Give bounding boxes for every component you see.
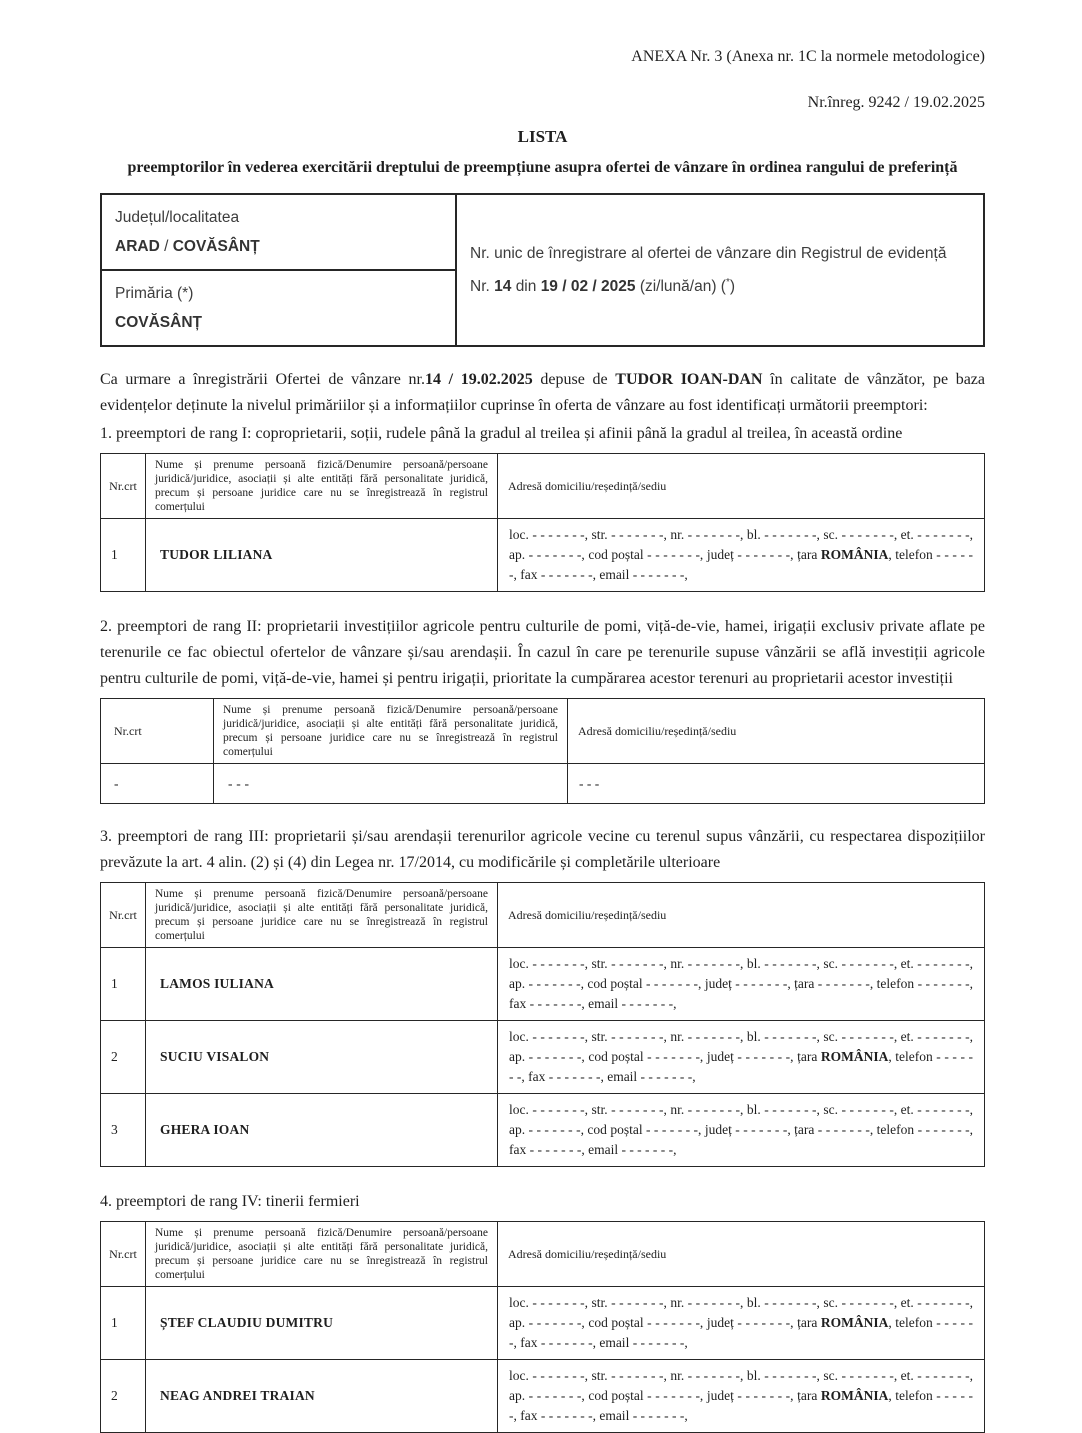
name-cell: NEAG ANDREI TRAIAN xyxy=(146,1360,498,1433)
address-cell: loc. - - - - - - -, str. - - - - - - -, nr. - - - - - - -, bl. - - - - - - -, sc. - - - - - - -, et. - - - - - - -, ap. - - - - - - -, cod poștal - - - - - - -, județ - - - - - - -, țara ROMÂNIA, telefon - - - - - -, fax - - - - - - -, email - - - - - - -, xyxy=(498,519,985,592)
section-heading-rang1: 1. preemptori de rang I: coproprietarii, soții, rudele până la gradul al treilea și afinii până la gradul al treilea, în această ordine xyxy=(100,425,903,442)
row-number-cell: 1 xyxy=(101,519,146,592)
name-cell: GHERA IOAN xyxy=(146,1094,498,1167)
table-row xyxy=(101,1094,985,1167)
offer-registration-cell xyxy=(456,194,984,346)
name-cell: ȘTEF CLAUDIU DUMITRU xyxy=(146,1287,498,1360)
address-cell: loc. - - - - - - -, str. - - - - - - -, nr. - - - - - - -, bl. - - - - - - -, sc. - - - - - - -, et. - - - - - - -, ap. - - - - - - -, cod poștal - - - - - - -, județ - - - - - - -, țara ROMÂNIA, telefon - - - - - - -, fax - - - - - - -, email - - - - - - -, xyxy=(498,1021,985,1094)
section-heading-rang4: 4. preemptori de rang IV: tinerii fermieri xyxy=(100,1193,360,1210)
name-cell: SUCIU VISALON xyxy=(146,1021,498,1094)
table-header-row xyxy=(101,699,985,764)
county-label: Județul/localitatea xyxy=(115,209,240,226)
offer-reg-caption: Nr. unic de înregistrare al ofertei de vânzare din Registrul de evidență xyxy=(470,245,947,262)
col-address-header: Adresă domiciliu/reședință/sediu xyxy=(498,454,985,519)
country-value: ROMÂNIA xyxy=(820,1315,889,1330)
address-cell: loc. - - - - - - -, str. - - - - - - -, nr. - - - - - - -, bl. - - - - - - -, sc. - - - - - - -, et. - - - - - - -, ap. - - - - - - -, cod poștal - - - - - - -, județ - - - - - - -, țara ROMÂNIA, telefon - - - - - -, fax - - - - - - -, email - - - - - - -, xyxy=(498,1287,985,1360)
col-name-header: Nume și prenume persoană fizică/Denumire persoană/persoane juridică/juridice, asociații și alte entități fără personalitate juridică, precum și persoane juridice care nu se înregistrează în registrul comerțului xyxy=(146,1222,498,1287)
offer-number-bold: 14 / 19.02.2025 xyxy=(425,371,533,388)
country-value: ROMÂNIA xyxy=(820,1388,889,1403)
document-subtitle: preemptorilor în vederea exercitării dreptului de preempțiune asupra ofertei de vânzare în ordinea rangului de preferință xyxy=(127,159,958,176)
country-value: ROMÂNIA xyxy=(820,547,889,562)
col-address-header: Adresă domiciliu/reședință/sediu xyxy=(498,1222,985,1287)
address-cell: loc. - - - - - - -, str. - - - - - - -, nr. - - - - - - -, bl. - - - - - - -, sc. - - - - - - -, et. - - - - - - -, ap. - - - - - - -, cod poștal - - - - - - -, județ - - - - - - -, țara - - - - - - -, telefon - - - - - - -, fax - - - - - - -, email - - - - - - -, xyxy=(498,948,985,1021)
county-cell xyxy=(101,194,456,270)
footnote-star: * xyxy=(725,276,730,288)
row-number-cell: 2 xyxy=(101,1021,146,1094)
table-header-row xyxy=(101,1222,985,1287)
primaria-label: Primăria (*) xyxy=(115,285,194,302)
intro-paragraph: Ca urmare a înregistrării Ofertei de vânzare nr.14 / 19.02.2025 depuse de TUDOR IOAN-DAN în calitate de vânzător, pe baza evidențelor deținute la nivelul primăriilor și a informațiilor cuprinse în oferta de vânzare au fost identificați următorii preemptori: xyxy=(100,371,985,414)
table-row xyxy=(101,948,985,1021)
country-value: - - - - - - - xyxy=(817,976,870,991)
row-number-cell: 2 xyxy=(101,1360,146,1433)
anexa-note: ANEXA Nr. 3 (Anexa nr. 1C la normele metodologice) xyxy=(631,48,985,65)
row-number-cell: 3 xyxy=(101,1094,146,1167)
preemptor-table-rang2 xyxy=(100,698,985,804)
name-cell: LAMOS IULIANA xyxy=(146,948,498,1021)
preemptor-table-rang1 xyxy=(100,453,985,592)
county-value: ARAD / COVĂSÂNȚ xyxy=(115,238,260,255)
address-cell: loc. - - - - - - -, str. - - - - - - -, nr. - - - - - - -, bl. - - - - - - -, sc. - - - - - - -, et. - - - - - - -, ap. - - - - - - -, cod poștal - - - - - - -, județ - - - - - - -, țara - - - - - - -, telefon - - - - - - -, fax - - - - - - -, email - - - - - - -, xyxy=(498,1094,985,1167)
section-heading-rang2: 2. preemptori de rang II: proprietarii investițiilor agricole pentru culturile de pomi, viță-de-vie, hamei, irigații exclusiv private aflate pe terenurile ce fac obiectul ofertelor de vânzare și/sau arendașii. În cazul în care pe terenurile supuse vânzării se află investiții agricole pentru culturile de pomi, viță-de-vie, hamei și pentru irigații, prioritate la cumpărarea acestor terenuri au proprietarii acestor investiții xyxy=(100,618,985,687)
row-number-cell: - xyxy=(101,764,214,804)
col-nr-header: Nr.crt xyxy=(101,1222,146,1287)
registration-number: Nr.înreg. 9242 / 19.02.2025 xyxy=(807,94,985,111)
name-cell: TUDOR LILIANA xyxy=(146,519,498,592)
col-nr-header: Nr.crt xyxy=(101,699,214,764)
preemptor-table-rang4 xyxy=(100,1221,985,1433)
country-value: ROMÂNIA xyxy=(820,1049,889,1064)
preemptor-table-rang3 xyxy=(100,882,985,1167)
address-cell: loc. - - - - - - -, str. - - - - - - -, nr. - - - - - - -, bl. - - - - - - -, sc. - - - - - - -, et. - - - - - - -, ap. - - - - - - -, cod poștal - - - - - - -, județ - - - - - - -, țara ROMÂNIA, telefon - - - - - -, fax - - - - - - -, email - - - - - - -, xyxy=(498,1360,985,1433)
col-address-header: Adresă domiciliu/reședință/sediu xyxy=(498,883,985,948)
table-row xyxy=(101,1287,985,1360)
col-name-header: Nume și prenume persoană fizică/Denumire persoană/persoane juridică/juridice, asociații și alte entități fără personalitate juridică, precum și persoane juridice care nu se înregistrează în registrul comerțului xyxy=(146,883,498,948)
col-name-header: Nume și prenume persoană fizică/Denumire persoană/persoane juridică/juridice, asociații și alte entități fără personalitate juridică, precum și persoane juridice care nu se înregistrează în registrul comerțului xyxy=(146,454,498,519)
table-row xyxy=(101,519,985,592)
primaria-cell xyxy=(101,270,456,346)
section-heading-rang3: 3. preemptori de rang III: proprietarii și/sau arendașii terenurilor agricole vecine cu terenul supus vânzării, cu respectarea dispozițiilor prevăzute la art. 4 alin. (2) și (4) din Legea nr. 17/2014, cu modificările și completările ulterioare xyxy=(100,828,985,871)
table-row xyxy=(101,764,985,804)
info-table xyxy=(100,193,985,347)
table-row xyxy=(101,1360,985,1433)
table-header-row xyxy=(101,883,985,948)
page-title: LISTA xyxy=(517,127,568,146)
col-nr-header: Nr.crt xyxy=(101,883,146,948)
name-cell: - - - xyxy=(214,764,568,804)
col-address-header: Adresă domiciliu/reședință/sediu xyxy=(568,699,985,764)
primaria-value: COVĂSÂNȚ xyxy=(115,314,202,331)
col-name-header: Nume și prenume persoană fizică/Denumire persoană/persoane juridică/juridice, asociații și alte entități fără personalitate juridică, precum și persoane juridice care nu se înregistrează în registrul comerțului xyxy=(214,699,568,764)
row-number-cell: 1 xyxy=(101,1287,146,1360)
seller-name-bold: TUDOR IOAN-DAN xyxy=(615,371,763,388)
table-row xyxy=(101,1021,985,1094)
address-cell: - - - xyxy=(568,764,985,804)
offer-reg-number: Nr. 14 din 19 / 02 / 2025 (zi/lună/an) (*) xyxy=(470,276,736,295)
row-number-cell: 1 xyxy=(101,948,146,1021)
col-nr-header: Nr.crt xyxy=(101,454,146,519)
country-value: - - - - - - - xyxy=(817,1122,870,1137)
table-header-row xyxy=(101,454,985,519)
